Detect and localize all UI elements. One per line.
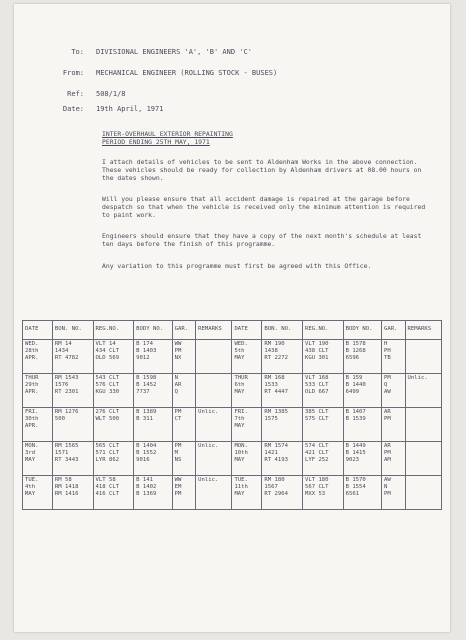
cell-line: 6th [234,382,245,389]
column-header: REMARKS [196,321,232,340]
table-cell [23,442,53,476]
cell-line: FRI. [25,409,39,415]
table-cell [172,442,196,476]
cell-line: PM [174,409,182,415]
cell-line: AW [384,477,391,483]
column-header: DATE [23,321,53,340]
cell-line: RM 1418 [54,484,79,491]
cell-line: B 1554 [345,484,366,491]
table-row [23,442,442,476]
cell-line: MAY [234,423,245,430]
cell-line: RM 1276 [54,409,79,415]
cell-line: B 1403 [136,348,157,355]
cell-line: MXX 53 [304,491,326,498]
table-cell [134,340,172,374]
cell-line: B 159 [345,375,363,381]
cell-line: PM [174,348,182,355]
table-cell [262,408,303,442]
cell-line: VLT 190 [304,341,329,347]
cell-line: RM 1565 [54,443,79,449]
cell-line: 434 CLT [95,348,120,355]
table-cell [93,476,134,510]
table-cell [262,374,303,408]
cell-line: Q [384,382,388,389]
table-cell [93,340,134,374]
cell-line: MAY [234,355,245,362]
cell-line: 7th [234,416,245,423]
date-label: Date: [62,105,84,113]
ref-label: Ref: [67,90,84,98]
table-cell [343,476,381,510]
cell-line: MON. [234,443,248,449]
table-cell [343,408,381,442]
table-row [23,374,442,408]
table-cell [93,374,134,408]
column-header: BON. NO. [52,321,93,340]
from-value: MECHANICAL ENGINEER (ROLLING STOCK - BUSES) [96,69,278,77]
cell-line: 9016 [136,457,150,464]
cell-line: B 141 [136,477,153,483]
cell-line: 575 CLT [304,416,329,423]
cell-line: 567 CLT [304,484,329,491]
cell-line: B 1552 [136,450,157,457]
table-cell [262,476,303,510]
cell-line: B 1440 [345,382,366,389]
ref-value: 508/1/8 [96,90,126,98]
cell-line: 7737 [136,389,150,396]
table-cell [52,340,93,374]
table-cell [382,442,406,476]
table-cell [382,408,406,442]
column-header: GAR. [382,321,406,340]
cell-line: 1571 [54,450,69,457]
column-header: REG.NO. [302,321,343,340]
cell-line: 5th [234,348,245,355]
subject-line-2: PERIOD ENDING 25TH MAY, 1971 [102,138,210,147]
table-cell [196,374,232,408]
cell-line: NS [174,457,182,464]
table-cell [93,442,134,476]
cell-line: 9012 [136,355,150,362]
table-cell [262,442,303,476]
table-row [23,340,442,374]
table-cell [134,476,172,510]
cell-line: B 1369 [136,491,157,498]
cell-line: NX [174,355,182,362]
cell-line: 3rd [25,450,36,457]
table-cell [23,408,53,442]
cell-line: TUE. [234,477,248,483]
paragraph-3: Engineers should ensure that they have a copy of the next month's schedule at least ten days before the finish of this programme. [102,232,422,249]
table-cell [172,374,196,408]
cell-line: AR [384,409,391,415]
cell-line: PH [384,348,391,355]
cell-line: FRI. [234,409,248,415]
cell-line: 565 CLT [95,443,120,449]
table-cell [196,476,232,510]
table-cell [134,442,172,476]
cell-line: WED. [234,341,248,347]
table-cell [343,340,381,374]
cell-line: RM 1543 [54,375,79,381]
column-header: BODY NO. [134,321,172,340]
cell-line: RT 3443 [54,457,79,464]
cell-line: RM 168 [264,375,285,381]
table-cell [262,340,303,374]
cell-line: B 1407 [345,409,366,415]
cell-line: OLD 569 [95,355,120,362]
cell-line: 6499 [345,389,360,396]
table-cell [232,442,262,476]
to-label: To: [71,48,84,56]
date-value: 19th April, 1971 [96,105,164,113]
cell-line: B 174 [136,341,153,347]
cell-line: 571 CLT [95,450,120,457]
table-row [23,408,442,442]
cell-line: 11th [234,484,248,491]
cell-line: Unlic. [407,375,428,381]
table-cell [405,340,441,374]
cell-line: 1576 [54,382,69,389]
cell-line: N [384,484,388,491]
cell-line: OLD 667 [304,389,329,396]
cell-line: B 1598 [136,375,157,381]
cell-line: 9023 [345,457,360,464]
cell-line: Unlic. [198,477,219,483]
cell-line: 1575 [264,416,278,423]
cell-line: 1567 [264,484,278,491]
cell-line: RT 2272 [264,355,288,362]
column-header: BON. NO. [262,321,303,340]
cell-line: MAY [25,491,36,498]
table-cell [172,408,196,442]
cell-line: B 1570 [345,477,366,483]
table-cell [52,408,93,442]
cell-line: MAY [25,457,36,464]
table-cell [23,340,53,374]
cell-line: 1533 [264,382,278,389]
paragraph-1: I attach details of vehicles to be sent to Aldenham Works in the above connection. These vehicles should be ready for collection by Aldenham drivers at 08.00 hours on the dates shown. [102,158,422,183]
cell-line: AR [174,382,182,389]
cell-line: TUE. [25,477,39,483]
cell-line: B 1578 [345,341,366,347]
table-cell [134,408,172,442]
cell-line: 6596 [345,355,360,362]
cell-line: 1421 [264,450,278,457]
table-cell [382,340,406,374]
cell-line: WW [174,341,182,347]
subject-heading [102,130,434,146]
schedule-table [22,320,442,510]
table-cell [405,476,441,510]
cell-line: RM 58 [54,477,72,483]
cell-line: PM [384,450,391,457]
column-header: GAR. [172,321,196,340]
table-cell [232,340,262,374]
cell-line: PM [384,491,391,498]
table-cell [405,374,441,408]
table-cell [134,374,172,408]
cell-line: B 1449 [345,443,366,449]
cell-line: B 1268 [345,348,366,355]
cell-line: 418 CLT [95,484,120,491]
cell-line: Q [174,389,178,396]
cell-line: B 1452 [136,382,157,389]
column-header: DATE [232,321,262,340]
cell-line: B 1404 [136,443,157,449]
cell-line: MON. [25,443,39,449]
table-cell [405,408,441,442]
table-cell [23,374,53,408]
cell-line: B 1415 [345,450,366,457]
cell-line: 385 CLT [304,409,329,415]
cell-line: MAY [234,389,245,396]
cell-line: B 1539 [345,416,366,423]
cell-line: Unlic. [198,409,219,415]
cell-line: RM 1385 [264,409,288,415]
table-cell [196,340,232,374]
cell-line: 4th [25,484,36,491]
cell-line: VLT 58 [95,477,116,483]
column-header: BODY NO. [343,321,381,340]
cell-line: EM [174,484,182,491]
cell-line: Unlic. [198,443,219,449]
paragraph-4: Any variation to this programme must first be agreed with this Office. [102,262,372,270]
cell-line: WLT 500 [95,416,120,423]
cell-line: RM 1574 [264,443,288,449]
cell-line: 416 CLT [95,491,120,498]
table-cell [302,442,343,476]
cell-line: 28th [25,348,39,355]
table-cell [52,442,93,476]
table-cell [232,374,262,408]
cell-line: 10th [234,450,248,457]
cell-line: 533 CLT [304,382,329,389]
from-label: From: [62,69,84,77]
cell-line: RT 2301 [54,389,79,396]
cell-line: RM 180 [264,477,285,483]
to-value: DIVISIONAL ENGINEERS 'A', 'B' AND 'C' [96,48,252,56]
cell-line: TB [384,355,391,362]
cell-line: 30th [25,416,39,423]
cell-line: VLT 180 [304,477,329,483]
cell-line: PM [384,416,391,423]
table-cell [302,476,343,510]
cell-line: 421 CLT [304,450,329,457]
cell-line: AW [384,389,391,396]
table-cell [93,408,134,442]
table-cell [172,340,196,374]
table-cell [52,476,93,510]
cell-line: B 1402 [136,484,157,491]
paragraph-2: Will you please ensure that all accident damage is repaired at the garage before despatch so that when the vehicle is received only the minimum attention is required to paint work. [102,195,426,220]
cell-line: RM 1416 [54,491,79,498]
subject-line-1: INTER-OVERHAUL EXTERIOR REPAINTING [102,130,233,138]
cell-line: 500 [54,416,66,423]
cell-line: APR. [25,423,39,430]
cell-line: LYR 862 [95,457,120,464]
table-cell [382,476,406,510]
cell-line: RT 4782 [54,355,79,362]
table-cell [196,442,232,476]
cell-line: VLT 14 [95,341,116,347]
table-cell [23,476,53,510]
cell-line: AM [384,457,391,464]
cell-line: THUR [234,375,248,381]
cell-line: 576 CLT [95,382,120,389]
cell-line: MAY [234,491,245,498]
cell-line: APR. [25,389,39,396]
table-cell [196,408,232,442]
cell-line: 6561 [345,491,360,498]
cell-line: VLT 168 [304,375,329,381]
table-cell [302,340,343,374]
cell-line: RM 14 [54,341,72,347]
cell-line: 1438 [264,348,278,355]
table-cell [302,408,343,442]
cell-line: WED. [25,341,39,347]
cell-line: PM [174,491,182,498]
table-cell [52,374,93,408]
cell-line: 276 CLT [95,409,120,415]
cell-line: 438 CLT [304,348,329,355]
cell-line: CT [174,416,182,423]
cell-line: RT 2964 [264,491,288,498]
table-cell [343,442,381,476]
cell-line: THUR [25,375,39,381]
cell-line: 574 CLT [304,443,329,449]
table-cell [405,442,441,476]
table-cell [382,374,406,408]
cell-line: LYF 252 [304,457,329,464]
cell-line: 29th [25,382,39,389]
cell-line: KGU 330 [95,389,120,396]
memo-page [14,4,450,632]
cell-line: RT 4193 [264,457,288,464]
cell-line: N [174,375,178,381]
cell-line: 543 CLT [95,375,120,381]
cell-line: PM [384,375,391,381]
cell-line: RM 190 [264,341,285,347]
cell-line: AR [384,443,391,449]
cell-line: RT 4447 [264,389,288,396]
column-header: REMARKS [405,321,441,340]
column-header: REG.NO. [93,321,134,340]
cell-line: MAY [234,457,245,464]
cell-line: B 311 [136,416,153,423]
cell-line: KGU 301 [304,355,329,362]
cell-line: APR. [25,355,39,362]
table-header-row [23,321,442,340]
cell-line: PM [174,443,182,449]
table-cell [232,476,262,510]
cell-line: B 1389 [136,409,157,415]
table-cell [232,408,262,442]
table-row [23,476,442,510]
cell-line: M [174,450,178,457]
cell-line: WW [174,477,182,483]
cell-line: 1434 [54,348,69,355]
table-cell [302,374,343,408]
table-cell [172,476,196,510]
table-cell [343,374,381,408]
cell-line: H [384,341,388,347]
